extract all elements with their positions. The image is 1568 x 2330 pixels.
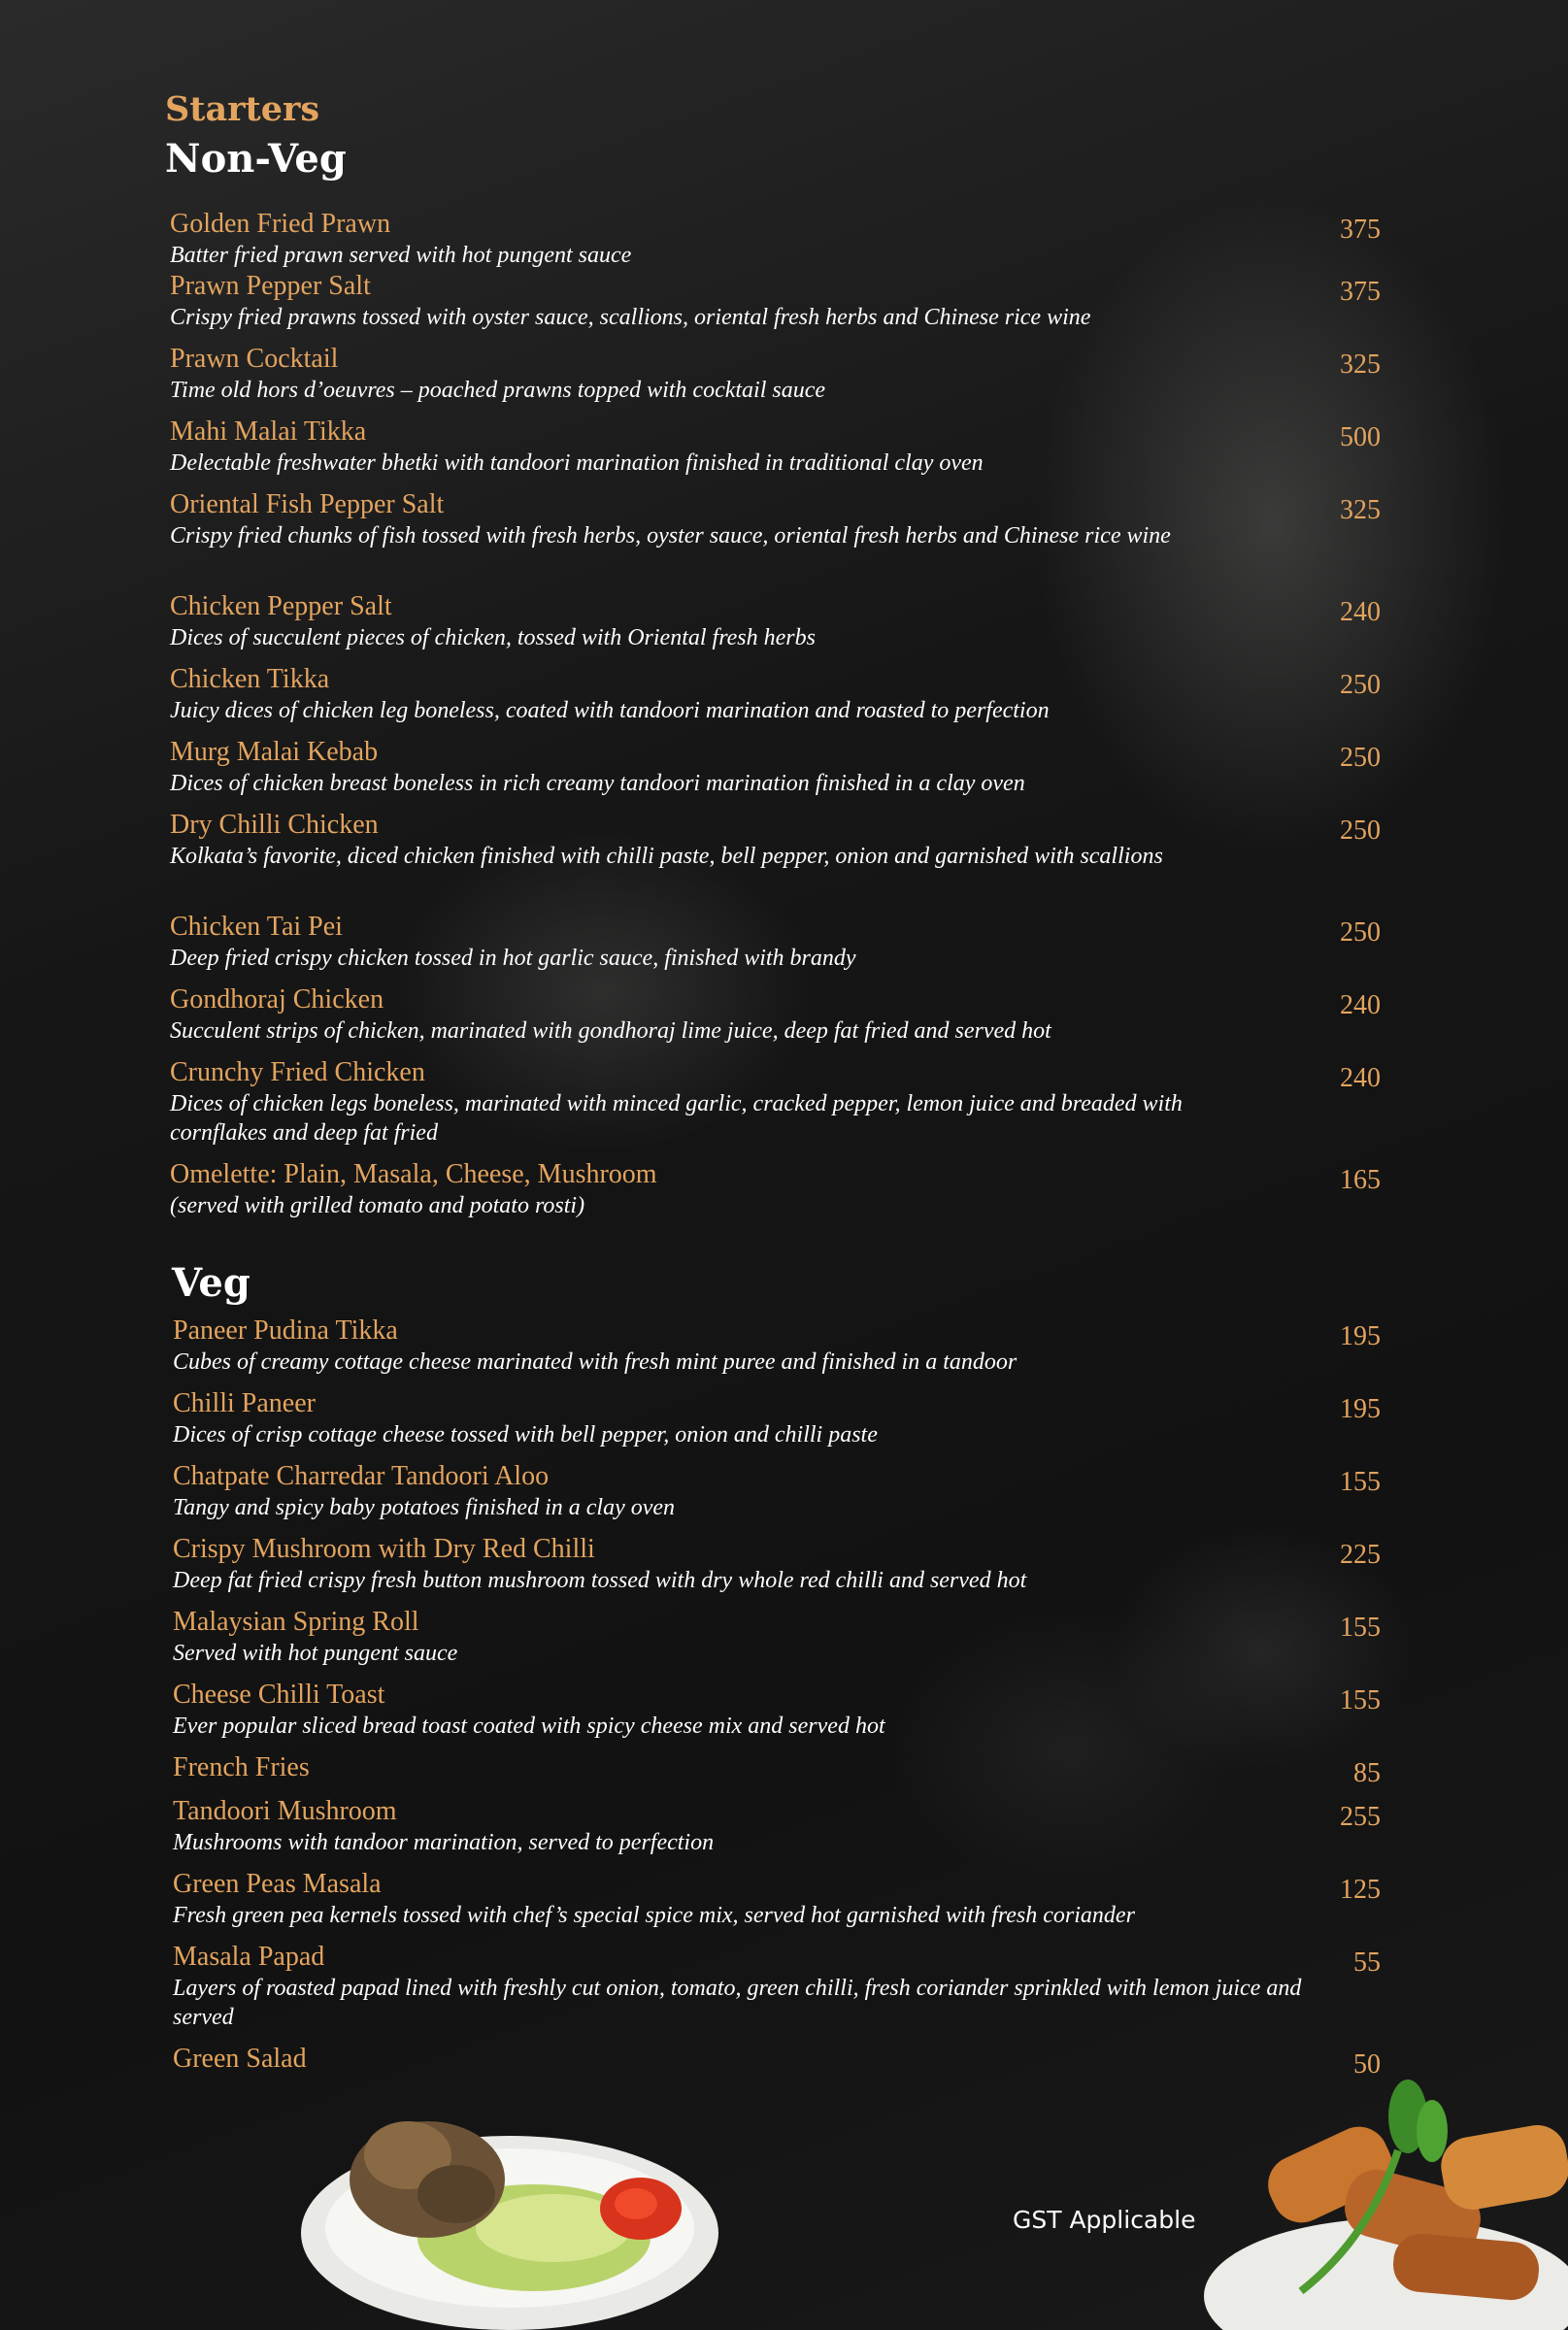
item-description: Deep fat fried crispy fresh button mushroom tossed with dry whole red chilli and served hot [173, 1568, 1027, 1593]
menu-item [0, 663, 1568, 736]
item-description: Succulent strips of chicken, marinated with gondhoraj lime juice, deep fat fried and served hot [170, 1018, 1051, 1044]
item-price: 55 [1353, 1947, 1381, 1978]
menu-item [0, 736, 1568, 809]
menu-item [0, 1158, 1568, 1231]
item-price: 195 [1340, 1394, 1381, 1424]
item-description: Juicy dices of chicken leg boneless, coated with tandoori marination and roasted to perfection [170, 698, 1050, 723]
menu-item [0, 809, 1568, 911]
item-price: 125 [1340, 1875, 1381, 1905]
item-description: Deep fried crispy chicken tossed in hot garlic sauce, finished with brandy [170, 946, 856, 971]
item-description: Delectable freshwater bhetki with tandoori marination finished in traditional clay oven [170, 450, 984, 476]
item-price: 240 [1340, 990, 1381, 1020]
menu-item [0, 1795, 1568, 1868]
item-description: Dices of chicken breast boneless in rich creamy tandoori marination finished in a clay oven [170, 771, 1025, 796]
item-price: 325 [1340, 495, 1381, 525]
item-name: Cheese Chilli Toast [173, 1680, 385, 1710]
nonveg-heading: Non-Veg [165, 136, 347, 182]
item-description: Dices of succulent pieces of chicken, tossed with Oriental fresh herbs [170, 625, 816, 650]
menu-item [0, 1533, 1568, 1606]
menu-item [0, 1056, 1568, 1158]
menu-item [0, 208, 1568, 270]
item-name: Crunchy Fried Chicken [170, 1057, 425, 1087]
gst-note: GST Applicable [1013, 2206, 1196, 2234]
menu-item [0, 911, 1568, 983]
item-name: Chicken Tai Pei [170, 912, 343, 942]
nonveg-list [0, 208, 1568, 1231]
item-description: Served with hot pungent sauce [173, 1641, 458, 1666]
item-name: Green Peas Masala [173, 1869, 382, 1899]
menu-item [0, 343, 1568, 416]
menu-item [0, 590, 1568, 663]
item-name: Chatpate Charredar Tandoori Aloo [173, 1461, 550, 1491]
item-description: Kolkata’s favorite, diced chicken finished with chilli paste, bell pepper, onion and garnished with scallions [170, 844, 1163, 869]
item-name: Tandoori Mushroom [173, 1796, 397, 1826]
item-name: Chicken Pepper Salt [170, 591, 392, 621]
item-description: Crispy fried chunks of fish tossed with fresh herbs, oyster sauce, oriental fresh herbs and Chinese rice wine [170, 523, 1171, 549]
item-name: Golden Fried Prawn [170, 209, 391, 239]
item-price: 155 [1340, 1467, 1381, 1497]
item-name: Prawn Pepper Salt [170, 271, 371, 301]
item-price: 225 [1340, 1540, 1381, 1570]
item-name: Green Salad [173, 2044, 307, 2074]
veg-heading: Veg [172, 1260, 250, 1306]
menu-item [0, 983, 1568, 1056]
item-price: 250 [1340, 743, 1381, 773]
item-description: Ever popular sliced bread toast coated with spicy cheese mix and served hot [173, 1714, 885, 1739]
spring-roll-photo [1199, 2073, 1568, 2330]
item-price: 195 [1340, 1321, 1381, 1351]
item-description: Dices of chicken legs boneless, marinated with minced garlic, cracked pepper, lemon juice and breaded with cornflakes and deep fat fried [170, 1091, 1183, 1146]
item-price: 240 [1340, 1063, 1381, 1093]
item-name: French Fries [173, 1752, 310, 1782]
item-description: Batter fried prawn served with hot pungent sauce [170, 243, 632, 268]
item-description: (served with grilled tomato and potato rosti) [170, 1193, 585, 1218]
item-price: 165 [1340, 1165, 1381, 1195]
item-description: Mushrooms with tandoor marination, served to perfection [173, 1830, 715, 1855]
section-title: Starters [165, 89, 320, 129]
item-description: Cubes of creamy cottage cheese marinated with fresh mint puree and finished in a tandoor [173, 1349, 1018, 1375]
item-name: Prawn Cocktail [170, 344, 339, 374]
item-description: Layers of roasted papad lined with freshly cut onion, tomato, green chilli, fresh coriander sprinkled with lemon juice and served [173, 1976, 1302, 2030]
item-name: Dry Chilli Chicken [170, 810, 379, 840]
menu-item [0, 1315, 1568, 1387]
grilled-chicken-salad-photo [291, 2063, 728, 2330]
menu-item [0, 416, 1568, 488]
item-name: Omelette: Plain, Masala, Cheese, Mushroom [170, 1159, 657, 1189]
menu-item [0, 488, 1568, 590]
menu-item [0, 1751, 1568, 1795]
menu-item [0, 270, 1568, 343]
item-description: Fresh green pea kernels tossed with chef’s special spice mix, served hot garnished with fresh coriander [173, 1903, 1135, 1928]
menu-item [0, 1387, 1568, 1460]
menu-item [0, 1941, 1568, 2043]
item-description: Tangy and spicy baby potatoes finished in a clay oven [173, 1495, 676, 1520]
item-price: 85 [1353, 1758, 1381, 1788]
item-name: Oriental Fish Pepper Salt [170, 489, 445, 519]
item-description: Dices of crisp cottage cheese tossed with bell pepper, onion and chilli paste [173, 1422, 878, 1448]
item-name: Chilli Paneer [173, 1388, 316, 1418]
item-price: 250 [1340, 816, 1381, 846]
menu-item [0, 1460, 1568, 1533]
menu-item [0, 1679, 1568, 1751]
item-description: Time old hors d’oeuvres – poached prawns topped with cocktail sauce [170, 378, 826, 403]
item-name: Crispy Mushroom with Dry Red Chilli [173, 1534, 595, 1564]
item-price: 375 [1340, 277, 1381, 307]
veg-list [0, 1315, 1568, 2086]
item-price: 255 [1340, 1802, 1381, 1832]
item-description: Crispy fried prawns tossed with oyster sauce, scallions, oriental fresh herbs and Chinese rice wine [170, 305, 1091, 330]
item-price: 240 [1340, 597, 1381, 627]
item-price: 375 [1340, 215, 1381, 245]
item-price: 155 [1340, 1685, 1381, 1715]
item-name: Chicken Tikka [170, 664, 330, 694]
item-price: 155 [1340, 1613, 1381, 1643]
item-name: Malaysian Spring Roll [173, 1607, 419, 1637]
item-price: 250 [1340, 917, 1381, 948]
item-name: Mahi Malai Tikka [170, 416, 367, 447]
menu-item [0, 1868, 1568, 1941]
menu-item [0, 1606, 1568, 1679]
item-name: Masala Papad [173, 1942, 325, 1972]
item-price: 500 [1340, 422, 1381, 452]
item-price: 250 [1340, 670, 1381, 700]
item-name: Murg Malai Kebab [170, 737, 379, 767]
item-name: Gondhoraj Chicken [170, 984, 384, 1015]
item-name: Paneer Pudina Tikka [173, 1315, 398, 1346]
item-price: 50 [1353, 2049, 1381, 2080]
item-price: 325 [1340, 350, 1381, 380]
